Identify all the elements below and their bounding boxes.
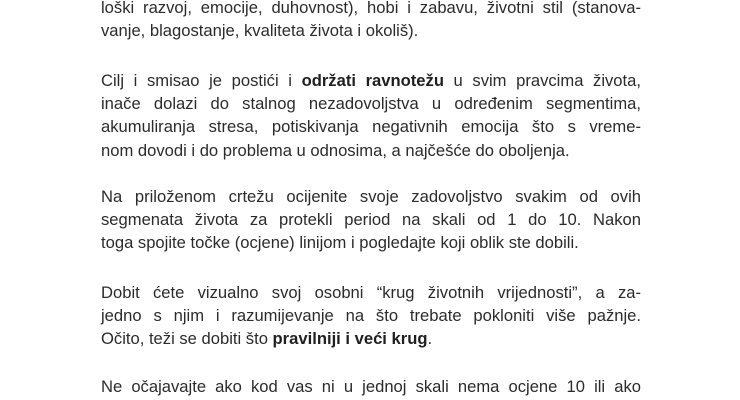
text-line: inače dolazi do stalnog nezadovoljstva u određenim segmentima, [101, 94, 641, 114]
text-line: toga spojite točke (ocjene) linijom i pogledajte koji oblik ste dobili. [101, 233, 579, 253]
paragraph-rating-instructions [101, 185, 641, 255]
text-line: segmenata života za protekli period na skali od 1 do 10. Nakon [101, 210, 641, 230]
text-line: akumuliranja stresa, potiskivanja negativnih emocija što s vreme- [101, 117, 641, 137]
text-line [101, 327, 641, 350]
paragraph-values-circle [101, 281, 641, 351]
paragraph-life-areas [101, 0, 641, 42]
text-line: Na priloženom crtežu ocijenite svoje zadovoljstvo svakim od ovih [101, 187, 641, 206]
emphasis-text: pravilniji i veći krug [272, 329, 428, 349]
text-line: vanje, blagostanje, kvaliteta života i okoliš). [101, 21, 419, 41]
text-line: Dobit ćete vizualno svoj osobni “krug životnih vrijednosti”, a za- [101, 283, 641, 302]
text-line: Ne očajavajte ako kod vas ni u jednoj skali nema ocjene 10 ili ako [101, 377, 641, 396]
text-fragment: Očito, teži se dobiti što [101, 329, 273, 349]
text-line [101, 69, 641, 92]
text-fragment: Cilj i smisao je postići i [101, 71, 302, 90]
text-fragment: u svim pravcima života, [443, 71, 641, 90]
text-line: loški razvoj, emocije, duhovnost), hobi i zabavu, životni stil (stanova- [101, 0, 641, 17]
text-line: jedno s njim i razumijevanje na što trebate pokloniti više pažnje. [101, 306, 641, 326]
paragraph-balance-goal [101, 69, 641, 162]
text-line: nom dovodi i do problema u odnosima, a najčešće do oboljenja. [101, 140, 570, 160]
paragraph-closing [101, 375, 641, 398]
emphasis-text: održati ravnotežu [301, 71, 444, 90]
text-fragment: . [427, 329, 433, 349]
